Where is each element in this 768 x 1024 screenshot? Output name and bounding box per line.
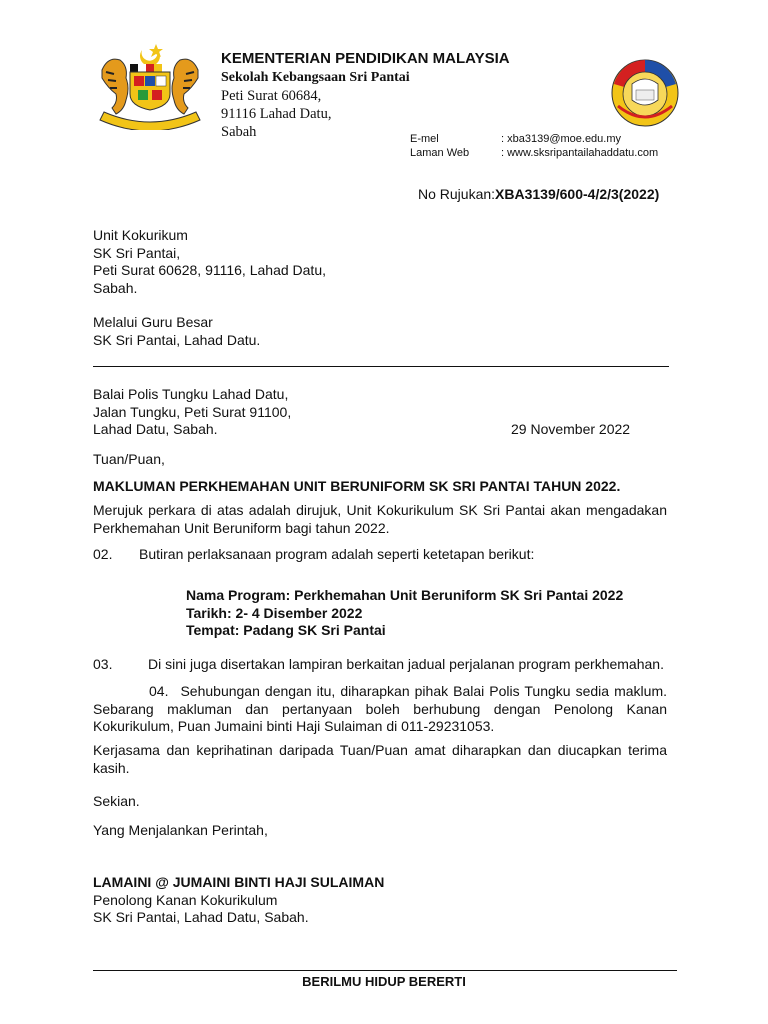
reference-value: XBA3139/600-4/2/3(2022) bbox=[495, 186, 660, 202]
paragraph-2: Butiran perlaksanaan program adalah seperti ketetapan berikut: bbox=[139, 546, 535, 562]
via-line-1: Melalui Guru Besar bbox=[93, 314, 213, 330]
email-value: : xba3139@moe.edu.my bbox=[501, 133, 622, 145]
paragraph-4-text: Sehubungan dengan itu, diharapkan pihak Balai Polis Tungku sedia maklum. Sebarang makluman dan pertanyaan boleh berhubung dengan Penolong Kanan Kokurikulum, Puan Jumaini binti Haji Sulaiman di 011-29231053. bbox=[93, 683, 667, 734]
signatory-place: SK Sri Pantai, Lahad Datu, Sabah. bbox=[93, 909, 309, 925]
sender-address bbox=[93, 227, 326, 297]
subject-line: MAKLUMAN PERKHEMAHAN UNIT BERUNIFORM SK SRI PANTAI TAHUN 2022. bbox=[93, 478, 621, 494]
sender-line-2: SK Sri Pantai, bbox=[93, 244, 181, 261]
paragraph-1: Merujuk perkara di atas adalah dirujuk, Unit Kokurikulum SK Sri Pantai akan mengadakan Perkhemahan Unit Beruniform bagi tahun 2022. bbox=[93, 502, 667, 536]
reference-label: No Rujukan: bbox=[418, 186, 496, 202]
recipient-address bbox=[93, 386, 291, 439]
school-name: Sekolah Kebangsaan Sri Pantai bbox=[221, 70, 410, 85]
sender-line-1: Unit Kokurikum bbox=[93, 227, 188, 243]
recipient-line-1: Balai Polis Tungku Lahad Datu, bbox=[93, 386, 289, 402]
paragraph-3-number: 03. bbox=[93, 656, 113, 672]
website-label: Laman Web bbox=[410, 147, 470, 159]
sender-line-4: Sabah. bbox=[93, 279, 138, 296]
signatory-name: LAMAINI @ JUMAINI BINTI HAJI SULAIMAN bbox=[93, 874, 385, 890]
website-value: : www.sksripantailahaddatu.com bbox=[501, 147, 659, 159]
address-line-1: Peti Surat 60684, bbox=[221, 88, 322, 104]
program-venue: Tempat: Padang SK Sri Pantai bbox=[186, 622, 386, 638]
salutation: Tuan/Puan, bbox=[93, 451, 165, 467]
signatory-title: Penolong Kanan Kokurikulum bbox=[93, 891, 278, 908]
ministry-name: KEMENTERIAN PENDIDIKAN MALAYSIA bbox=[221, 50, 510, 67]
program-name: Nama Program: Perkhemahan Unit Beruniform SK Sri Pantai 2022 bbox=[186, 587, 624, 603]
recipient-line-2: Jalan Tungku, Peti Surat 91100, bbox=[93, 403, 292, 420]
letter-date: 29 November 2022 bbox=[511, 421, 631, 437]
malaysia-coat-of-arms-icon bbox=[94, 40, 206, 130]
paragraph-4 bbox=[93, 683, 667, 736]
paragraph-3: Di sini juga disertakan lampiran berkaitan jadual perjalanan program perkhemahan. bbox=[148, 656, 664, 672]
reference-number bbox=[418, 186, 659, 202]
signatory-block bbox=[93, 874, 384, 927]
program-details bbox=[186, 587, 623, 640]
footer-divider bbox=[93, 970, 677, 971]
email-label: E-mel bbox=[410, 133, 439, 145]
program-date: Tarikh: 2- 4 Disember 2022 bbox=[186, 604, 363, 621]
paragraph-4-number: 04. bbox=[149, 683, 169, 699]
via-block bbox=[93, 314, 260, 349]
signoff: Yang Menjalankan Perintah, bbox=[93, 822, 268, 838]
footer-motto: BERILMU HIDUP BERERTI bbox=[302, 974, 466, 989]
school-logo-icon bbox=[610, 58, 680, 128]
sender-line-3: Peti Surat 60628, 91116, Lahad Datu, bbox=[93, 262, 326, 278]
school-address bbox=[221, 87, 331, 141]
paragraph-5: Kerjasama dan keprihatinan daripada Tuan/Puan amat diharapkan dan diucapkan terima kasih. bbox=[93, 742, 667, 776]
address-line-2: 91116 Lahad Datu, bbox=[221, 106, 332, 122]
closing: Sekian. bbox=[93, 793, 140, 809]
address-line-3: Sabah bbox=[221, 124, 257, 140]
via-line-2: SK Sri Pantai, Lahad Datu. bbox=[93, 331, 261, 348]
paragraph-2-number: 02. bbox=[93, 546, 113, 562]
recipient-line-3: Lahad Datu, Sabah. bbox=[93, 421, 218, 437]
divider-line bbox=[93, 366, 669, 367]
